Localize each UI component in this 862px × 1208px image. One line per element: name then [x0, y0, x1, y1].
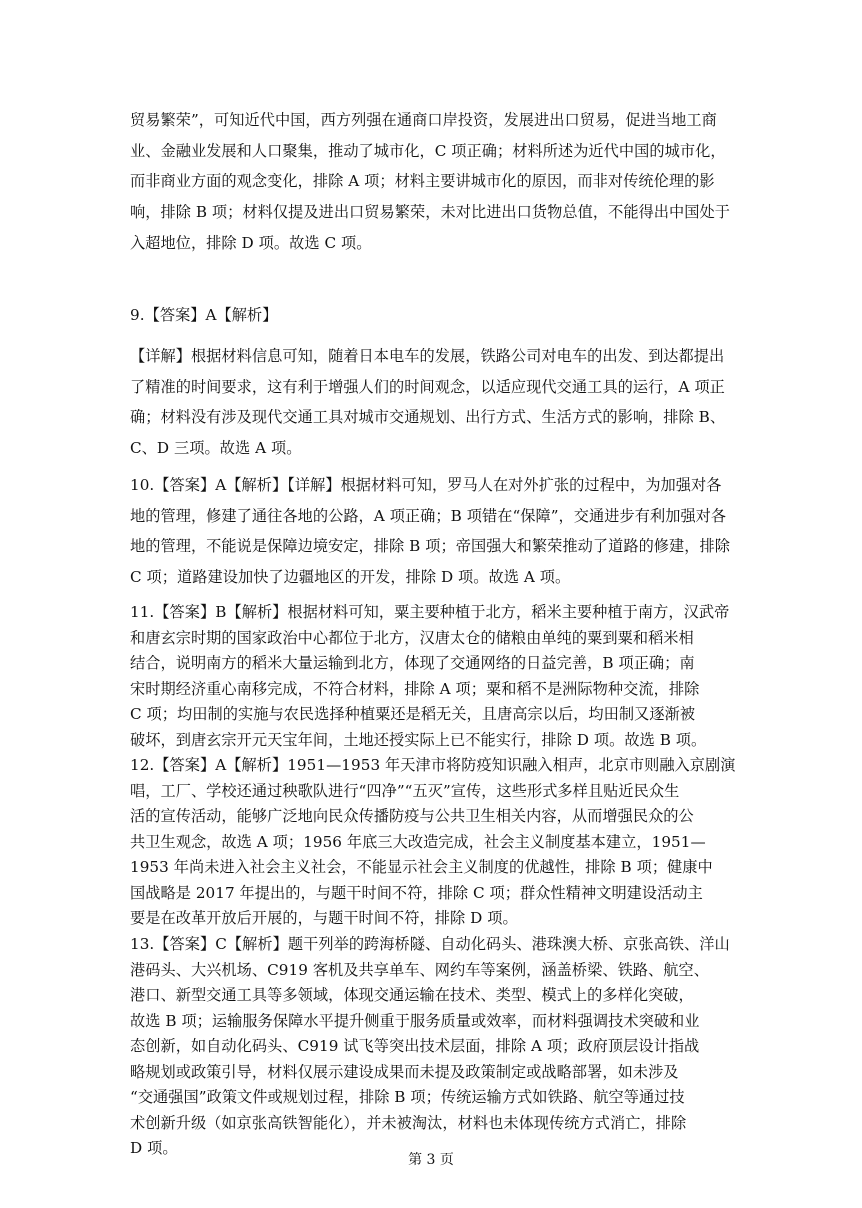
text-line: 结合，说明南方的稻米大量运输到北方，体现了交通网络的日益完善，B 项正确；南	[130, 654, 695, 672]
text-line: 破坏，到唐玄宗开元天宝年间，土地还授实际上已不能实行，排除 D 项。故选 B 项。	[130, 730, 707, 749]
text-line: 宋时期经济重心南移完成，不符合材料，排除 A 项；粟和稻不是洲际物种交流，排除	[130, 679, 700, 698]
text-line: D 项。	[130, 1139, 178, 1157]
text-line: 要是在改革开放后开展的，与题干时间不符，排除 D 项。	[130, 909, 518, 927]
answer-q9-heading	[130, 300, 730, 331]
answer-q12	[130, 753, 736, 932]
text-line: 态创新，如自动化码头、C919 试飞等突出技术层面，排除 A 项；政府顶层设计指战	[130, 1037, 700, 1055]
text-line: 略规划或政策引导，材料仅展示建设成果而未提及政策制定或战略部署，如未涉及	[130, 1062, 679, 1081]
text-line: 入超地位，排除 D 项。故选 C 项。	[130, 233, 372, 252]
text-line: 共卫生观念，故选 A 项；1956 年底三大改造完成，社会主义制度基本建立，1951—	[130, 832, 706, 851]
text-line: 响，排除 B 项；材料仅提及进出口贸易繁荣，未对比进出口货物总值，不能得出中国处于	[130, 203, 730, 222]
text-line: “交通强国”政策文件或规划过程，排除 B 项；传统运输方式如铁路、航空等通过技	[130, 1088, 685, 1106]
paragraph-q8-continuation	[130, 105, 730, 259]
text-line: 9.【答案】A【解析】	[130, 306, 278, 324]
text-line: 确；材料没有涉及现代交通工具对城市交通规划、出行方式、生活方式的影响，排除 B、	[130, 408, 726, 427]
text-line: 地的管理，修建了通往各地的公路，A 项正确；B 项错在“保障”，交通进步有利加强对各	[130, 506, 727, 525]
text-line: 了精准的时间要求，这有利于增强人们的时间观念，以适应现代交通工具的运行，A 项正	[130, 377, 725, 396]
text-line: 而非商业方面的观念变化，排除 A 项；材料主要讲城市化的原因，而非对传统伦理的影	[130, 172, 715, 191]
text-line: 活的宣传活动，能够广泛地向民众传播防疫与公共卫生相关内容，从而增强民众的公	[130, 807, 694, 825]
answer-q13	[130, 932, 730, 1162]
text-line: 和唐玄宗时期的国家政治中心都位于北方，汉唐太仓的储粮由单纯的粟到粟和稻米相	[130, 628, 694, 647]
text-line: 【详解】根据材料信息可知，随着日本电车的发展，铁路公司对电车的出发、到达都提出	[130, 347, 725, 365]
answer-q10	[130, 470, 730, 593]
answer-q11	[130, 600, 730, 753]
text-line: 13.【答案】C【解析】题干列举的跨海桥隧、自动化码头、港珠澳大桥、京张高铁、洋山	[130, 935, 730, 953]
text-line: 术创新升级（如京张高铁智能化），并未被淘汰，材料也未体现传统方式消亡，排除	[130, 1113, 687, 1132]
text-line: 1953 年尚未进入社会主义社会，不能显示社会主义制度的优越性，排除 B 项；健康中	[130, 858, 713, 876]
text-line: C、D 三项。故选 A 项。	[130, 439, 302, 458]
text-line: 故选 B 项；运输服务保障水平提升侧重于服务质量或效率，而材料强调技术突破和业	[130, 1011, 700, 1030]
text-line: 10.【答案】A【解析】【详解】根据材料可知，罗马人在对外扩张的过程中，为加强对各	[130, 476, 722, 494]
text-line: 12.【答案】A【解析】1951—1953 年天津市将防疫知识融入相声，北京市则融入京剧演	[130, 756, 736, 774]
text-line: 港口、新型交通工具等多领域，体现交通运输在技术、类型、模式上的多样化突破，	[130, 986, 694, 1004]
page-number: 第 3 页	[408, 1152, 454, 1168]
text-line: 业、金融业发展和人口聚集，推动了城市化，C 项正确；材料所述为近代中国的城市化，	[130, 141, 726, 160]
text-line: C 项；均田制的实施与农民选择种植粟还是稻无关，且唐高宗以后，均田制又逐渐被	[130, 705, 696, 723]
text-line: 国战略是 2017 年提出的，与题干时间不符，排除 C 项；群众性精神文明建设活动主	[130, 883, 703, 902]
text-line: 11.【答案】B【解析】根据材料可知，粟主要种植于北方，稻米主要种植于南方，汉武帝	[130, 603, 730, 621]
text-line: 贸易繁荣”，可知近代中国，西方列强在通商口岸投资，发展进出口贸易，促进当地工商	[130, 111, 717, 129]
text-line: 唱，工厂、学校还通过秧歌队进行“四净”“五灭”宣传，这些形式多样且贴近民众生	[130, 781, 680, 800]
text-line: C 项；道路建设加快了边疆地区的开发，排除 D 项。故选 A 项。	[130, 568, 571, 587]
text-line: 港码头、大兴机场、C919 客机及共享单车、网约车等案例，涵盖桥梁、铁路、航空、	[130, 960, 709, 979]
text-line: 地的管理，不能说是保障边境安定，排除 B 项；帝国强大和繁荣推动了道路的修建，排除	[130, 537, 730, 556]
answer-q9-body	[130, 341, 730, 464]
